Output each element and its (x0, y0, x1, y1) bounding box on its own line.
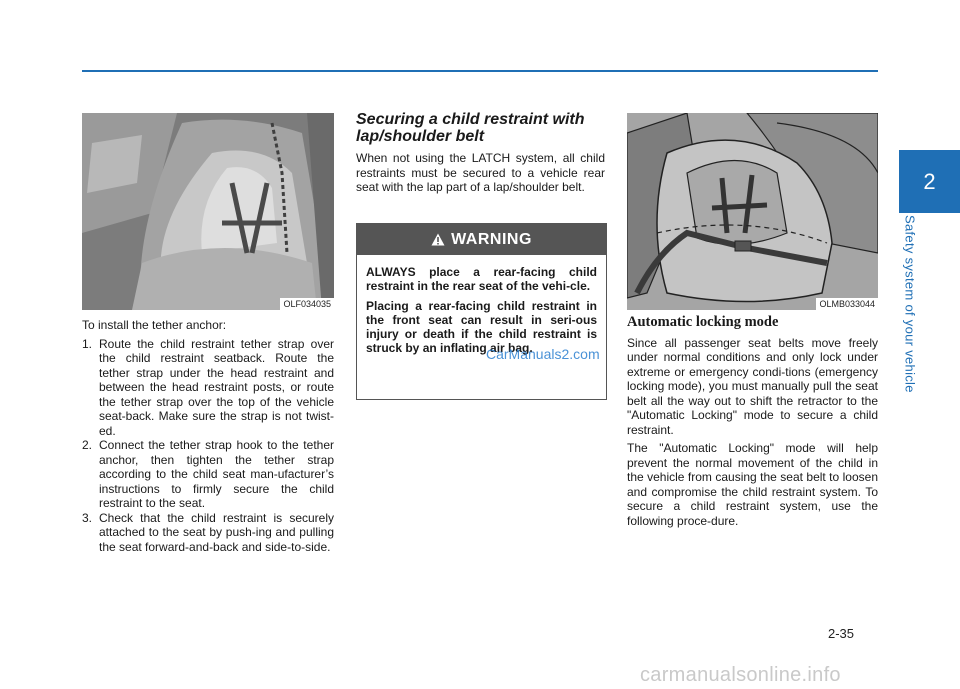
paragraph: The "Automatic Locking" mode will help prevent the normal movement of the child in the vehicle from causing the seat belt to loosen and compromise the child restraint system. To secure a child restraint system, use the following proce-dure. (627, 441, 878, 528)
section-body: When not using the LATCH system, all child restraints must be secured to a vehicle rear seat with the lap part of a lap/shoulder belt. (356, 151, 605, 194)
page-number: 2-35 (828, 626, 855, 641)
figure-code: OLMB033044 (816, 298, 878, 310)
watermark-text: CarManuals2.com (486, 346, 600, 362)
list-item (82, 511, 334, 555)
step-number: 3. (82, 510, 93, 525)
paragraph: Since all passenger seat belts move freely under normal conditions and only lock under extreme or emergency condi-tions (emergency locking mode), you must manually pull the seat belt all the way out to shift the retractor to the "Automatic Locking" mode to secure a child restraint. (627, 335, 878, 437)
step-number: 1. (82, 336, 93, 351)
tether-intro: To install the tether anchor: (82, 318, 227, 332)
step-text: Connect the tether strap hook to the tether anchor, then tighten the tether strap according to the child seat man-ufacturer’s instructions to firmly secure the child restraint to the seat. (99, 438, 334, 510)
step-text: Route the child restraint tether strap over the child restraint seatback. Route the tether strap under the head restraint and between the head restraint posts, or route the tether strap over the top of the vehicle seat-back. Make sure the strap is not twist-ed. (99, 336, 334, 438)
tether-steps (82, 337, 334, 555)
warning-header (357, 224, 606, 255)
figure-tether-photo (82, 113, 334, 310)
subsection-heading: Automatic locking mode (627, 314, 779, 330)
warning-paragraph: Placing a rear-facing child restraint in the front seat can result in seri-ous injury or death if the child restraint is struck by an inflating air bag. (366, 299, 597, 355)
section-heading: Securing a child restraint with lap/shoulder belt (356, 111, 585, 145)
chapter-number: 2 (923, 168, 936, 194)
warning-icon (431, 233, 445, 246)
chapter-number-tab (899, 150, 960, 213)
header-rule (82, 70, 878, 72)
list-item (82, 438, 334, 511)
step-text: Check that the child restraint is securely attached to the seat by push-ing and pulling the seat forward-and-back and side-to-side. (99, 510, 334, 554)
child-seat-rear-illustration (82, 113, 334, 310)
footer-site-watermark: carmanualsonline.info (640, 664, 841, 686)
figure-locking-illustration (627, 113, 878, 310)
step-number: 2. (82, 438, 93, 452)
middle-column (356, 111, 605, 199)
chapter-title-vertical (900, 215, 920, 415)
chapter-title: Safety system of your vehicle (902, 215, 918, 393)
rear-facing-seat-illustration (627, 113, 878, 310)
figure-code: OLF034035 (280, 298, 334, 310)
warning-box (356, 223, 607, 400)
warning-label: WARNING (451, 230, 532, 248)
right-column (627, 315, 878, 532)
list-item (82, 337, 334, 439)
left-column (82, 318, 334, 554)
warning-body (357, 255, 606, 355)
warning-paragraph: ALWAYS place a rear-facing child restraint in the rear seat of the vehi-cle. (366, 265, 597, 293)
